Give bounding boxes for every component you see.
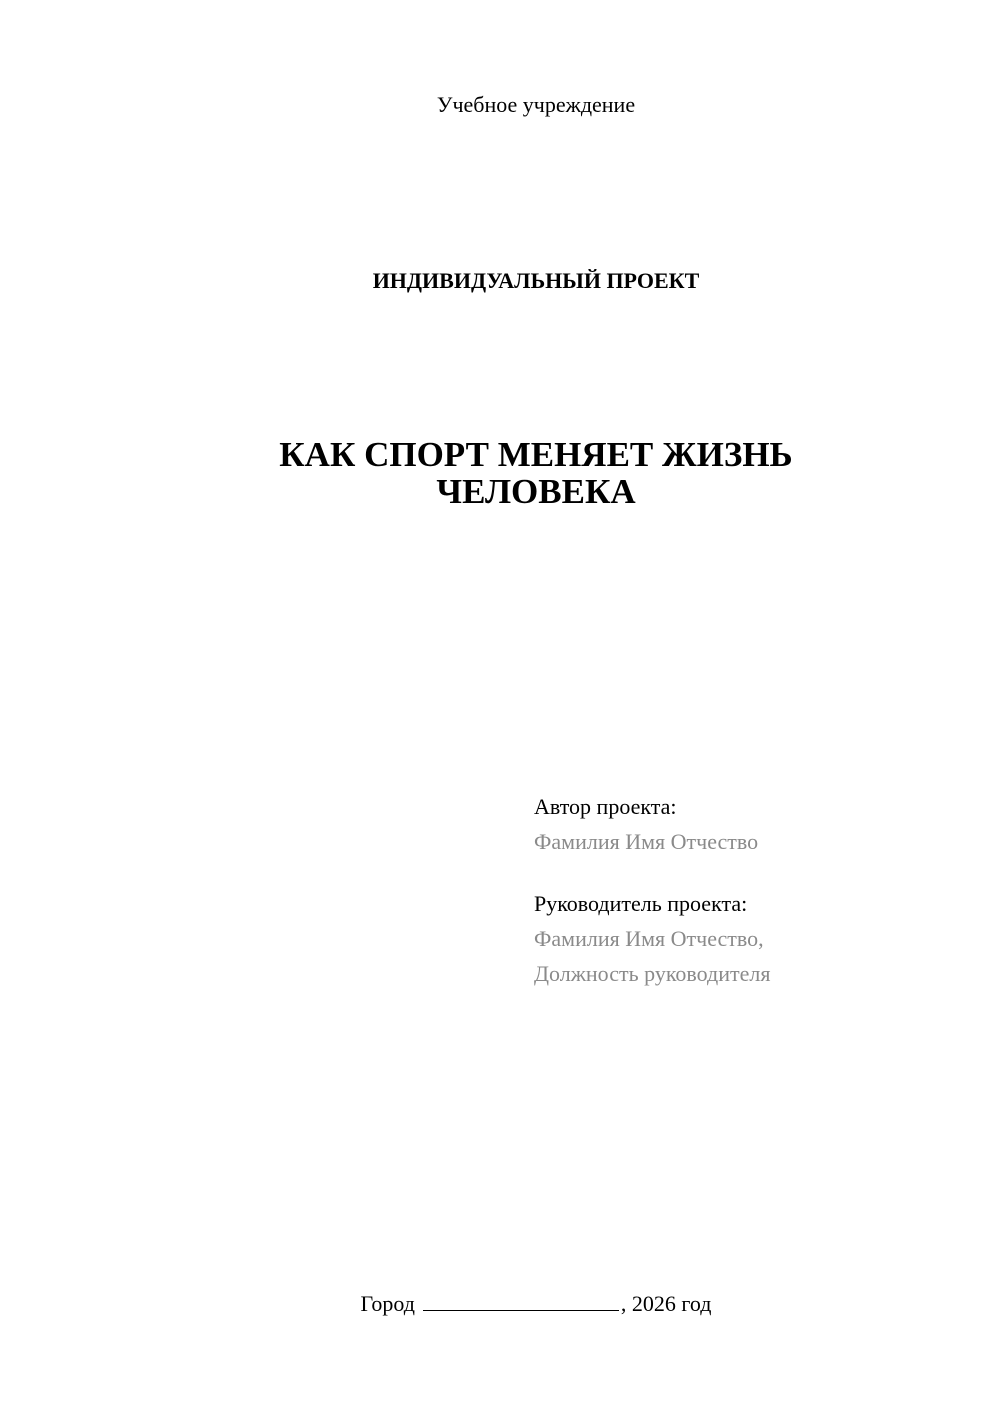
project-title-line-1: КАК СПОРТ МЕНЯЕТ ЖИЗНЬ bbox=[279, 435, 793, 474]
project-title-line-2: ЧЕЛОВЕКА bbox=[436, 472, 636, 511]
author-label: Автор проекта: bbox=[534, 794, 677, 819]
project-title bbox=[0, 436, 1000, 510]
city-label: Город bbox=[360, 1291, 415, 1316]
project-type-heading: ИНДИВИДУАЛЬНЫЙ ПРОЕКТ bbox=[372, 268, 700, 293]
credits-spacer bbox=[534, 859, 770, 886]
supervisor-position-placeholder: Должность руководителя bbox=[534, 961, 771, 986]
year-text: , 2026 год bbox=[620, 1291, 712, 1316]
project-credits bbox=[534, 789, 770, 991]
supervisor-label: Руководитель проекта: bbox=[534, 891, 748, 916]
institution-name: Учебное учреждение bbox=[436, 92, 636, 117]
author-name-placeholder: Фамилия Имя Отчество bbox=[534, 829, 759, 854]
footer-city-year bbox=[0, 1290, 1000, 1318]
supervisor-name-placeholder: Фамилия Имя Отчество, bbox=[534, 926, 764, 951]
city-blank-line bbox=[423, 1290, 619, 1311]
